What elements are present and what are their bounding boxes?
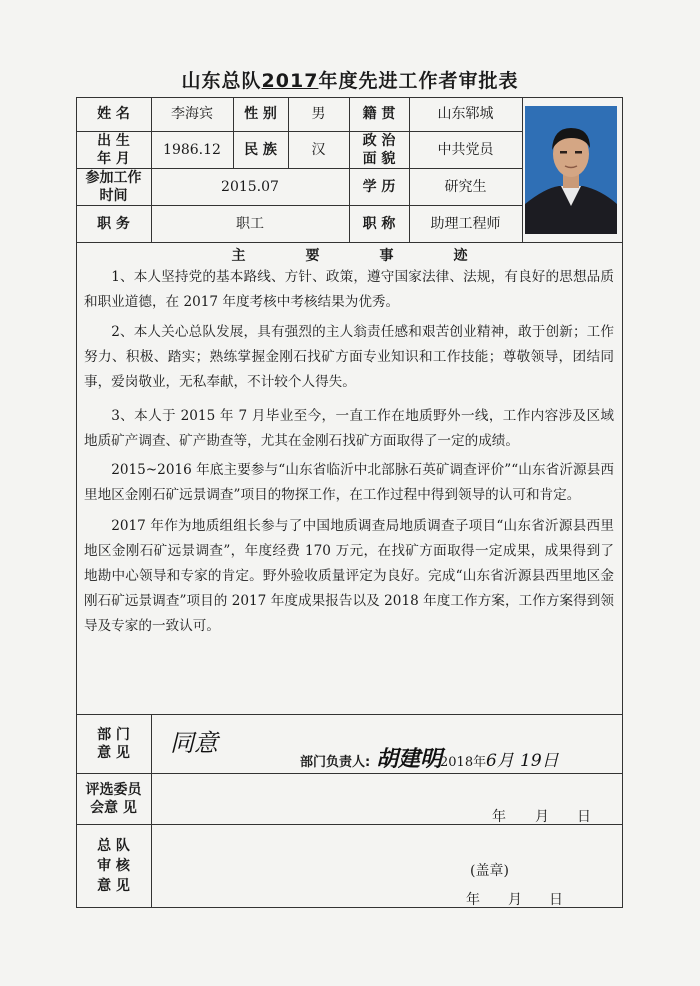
job-title-label: 职 称 bbox=[362, 215, 396, 232]
ethnic-value: 汉 bbox=[311, 141, 326, 158]
dept-date-year: 2018年 bbox=[440, 755, 487, 770]
gender-label: 性 别 bbox=[244, 106, 277, 122]
committee-date-year: 年 bbox=[492, 809, 506, 825]
political-label bbox=[349, 131, 409, 168]
hq-label-line2: 审 核 bbox=[97, 858, 130, 874]
deeds-paragraph: 2、本人关心总队发展，具有强烈的主人翁责任感和艰苦创业精神，敢于创新；工作努力、积极、踏实；熟练掌握金刚石找矿方面专业知识和工作技能；尊敬领导，团结同事，爱岗敬业，无私奉献，不计较个人得失。 bbox=[84, 324, 614, 390]
birth-value: 1986.12 bbox=[163, 141, 221, 158]
dept-label-line1: 部 门 bbox=[97, 726, 130, 743]
gender-value: 男 bbox=[311, 106, 326, 122]
birth-label bbox=[76, 131, 151, 168]
title-prefix: 山东总队 bbox=[181, 70, 262, 92]
political-label-line1: 政 治 bbox=[362, 132, 396, 149]
deeds-paragraph: 2015~2016 年底主要参与“山东省临沂中北部脉石英矿调查评价”“山东省沂源县西里地区金刚石矿远景调查”项目的物探工作，在工作过程中得到领导的认可和肯定。 bbox=[84, 462, 614, 503]
deeds-paragraph: 2017 年作为地质组组长参与了中国地质调查局地质调查子项目“山东省沂源县西里地区金刚石矿远景调查”，年度经费 170 万元，在找矿方面取得一定成果，成果得到了地勘中心领导和专家的肯定。野外验收质量评定为良好。完成“山东省沂源县西里地区金刚石矿远景调查”项目的 2017 年度成果报告以及 2018 年度工作方案，工作方案得到领导及专家的一致认可。 bbox=[84, 518, 614, 634]
deeds-heading-char: 迹 bbox=[453, 248, 468, 264]
name-value: 李海宾 bbox=[171, 106, 213, 122]
hq-seal-note: (盖章) bbox=[470, 863, 509, 879]
dept-handwritten-opinion: 同意 bbox=[170, 729, 218, 757]
work-start-label bbox=[76, 168, 151, 205]
birth-label-line2: 年 月 bbox=[97, 150, 130, 167]
hq-date-day: 日 bbox=[549, 892, 563, 908]
committee-date-day: 日 bbox=[577, 809, 591, 825]
deeds-heading-char: 主 bbox=[231, 248, 246, 264]
native-value: 山东郓城 bbox=[437, 106, 494, 122]
title-suffix: 年度先进工作者审批表 bbox=[318, 70, 519, 92]
political-label-line2: 面 貌 bbox=[362, 150, 396, 167]
deeds-paragraph: 1、本人坚持党的基本路线、方针、政策，遵守国家法律、法规，有良好的思想品质和职业道德，在 2017 年度考核中考核结果为优秀。 bbox=[84, 269, 614, 310]
row-divider bbox=[76, 714, 623, 715]
row-divider bbox=[76, 773, 623, 774]
committee-date-month: 月 bbox=[535, 809, 549, 825]
portrait-photo bbox=[525, 106, 617, 234]
dept-label-line2: 意 见 bbox=[97, 744, 130, 761]
hq-label-line3: 意 见 bbox=[97, 878, 130, 894]
political-value: 中共党员 bbox=[437, 141, 494, 158]
dept-date-month: 6月 bbox=[486, 751, 514, 771]
hq-date-year: 年 bbox=[466, 892, 480, 908]
job-title-value: 助理工程师 bbox=[430, 215, 501, 232]
committee-label-line2: 会意 见 bbox=[90, 799, 137, 816]
deeds-heading-char: 事 bbox=[379, 248, 394, 264]
duty-label: 职 务 bbox=[97, 215, 130, 232]
hq-review-label bbox=[76, 824, 151, 908]
deeds-heading bbox=[76, 245, 623, 265]
col-divider bbox=[522, 97, 523, 242]
row-divider bbox=[76, 242, 623, 243]
dept-leader-label: 部门负责人: bbox=[300, 755, 371, 770]
dept-leader-signature: 胡建明 bbox=[376, 746, 443, 772]
work-start-label-line2: 时间 bbox=[99, 187, 128, 204]
title-year: 2017 bbox=[261, 70, 319, 92]
portrait-image bbox=[525, 106, 617, 234]
hq-date-month: 月 bbox=[508, 892, 522, 908]
hq-label-line1: 总 队 bbox=[97, 838, 130, 854]
duty-value: 职工 bbox=[236, 215, 264, 232]
committee-opinion-label bbox=[76, 773, 151, 824]
birth-label-line1: 出 生 bbox=[97, 132, 130, 149]
native-label: 籍 贯 bbox=[362, 106, 396, 122]
ethnic-label: 民 族 bbox=[244, 141, 277, 158]
work-start-value: 2015.07 bbox=[221, 178, 279, 195]
form-title bbox=[0, 66, 700, 93]
dept-opinion-label bbox=[76, 714, 151, 773]
col-divider bbox=[151, 714, 152, 908]
dept-date-day: 19日 bbox=[520, 751, 559, 771]
deeds-paragraph: 3、本人于 2015 年 7 月毕业至今，一直工作在地质野外一线，工作内容涉及区域地质矿产调查、矿产勘查等，尤其在金刚石找矿方面取得了一定的成绩。 bbox=[84, 408, 614, 449]
work-start-label-line1: 参加工作 bbox=[85, 169, 142, 186]
deeds-heading-char: 要 bbox=[305, 248, 320, 264]
education-label: 学 历 bbox=[362, 178, 396, 195]
committee-label-line1: 评选委员 bbox=[85, 781, 142, 798]
education-value: 研究生 bbox=[444, 178, 487, 195]
name-label: 姓 名 bbox=[97, 106, 130, 122]
